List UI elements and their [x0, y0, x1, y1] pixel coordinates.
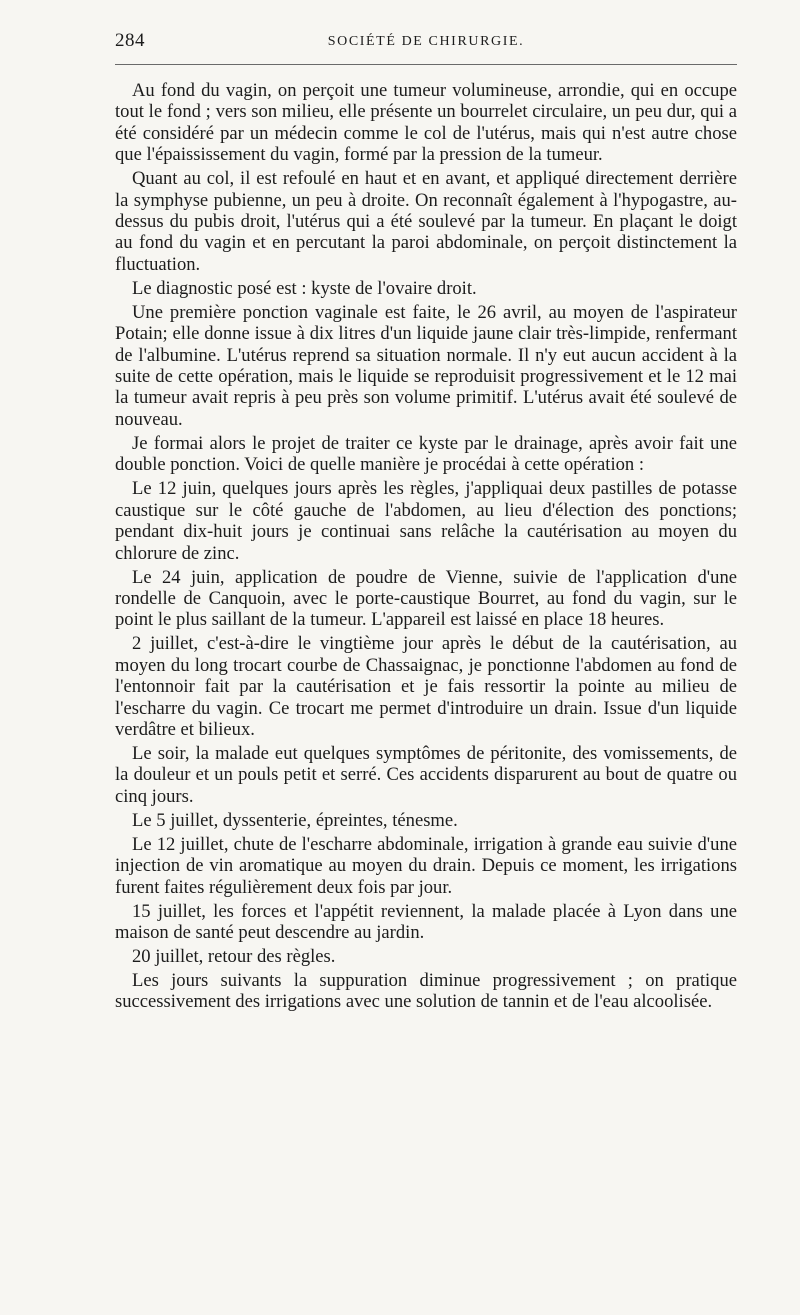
paragraph: 15 juillet, les forces et l'appétit reviennent, la malade placée à Lyon dans une maison de santé peut descendre au jardin.	[115, 900, 737, 943]
paragraph: 20 juillet, retour des règles.	[132, 945, 336, 967]
running-title: SOCIÉTÉ DE CHIRURGIE.	[327, 34, 525, 49]
paragraph: Le 12 juillet, chute de l'escharre abdominale, irrigation à grande eau suivie d'une injection de vin aromatique au moyen du drain. Depuis ce moment, les irrigations furent faites régulièrement deux fois par jour.	[115, 833, 737, 898]
paragraph: Une première ponction vaginale est faite, le 26 avril, au moyen de l'aspirateur Potain; elle donne issue à dix litres d'un liquide jaune clair très-limpide, renfermant de l'albumine. L'utérus reprend sa situation normale. Il n'y eut aucun accident à la suite de cette opération, mais le liquide se reproduisit progressivement et le 12 mai la tumeur avait repris à peu près son volume primitif. L'utérus avait été soulevé de nouveau.	[115, 301, 737, 430]
paragraph: Les jours suivants la suppuration diminue progressivement ; on pratique successivement des irrigations avec une solution de tannin et de l'eau alcoolisée.	[115, 969, 737, 1013]
paragraph: Le 24 juin, application de poudre de Vienne, suivie de l'application d'une rondelle de Canquoin, avec le porte-caustique Bourret, au fond du vagin, sur le point le plus saillant de la tumeur. L'appareil est laissé en place 18 heures.	[115, 566, 737, 631]
paragraph: Le 5 juillet, dyssenterie, épreintes, ténesme.	[132, 809, 458, 831]
page-header	[115, 30, 737, 56]
paragraph: Le soir, la malade eut quelques symptômes de péritonite, des vomissements, de la douleur et un pouls petit et serré. Ces accidents disparurent au bout de quatre ou cinq jours.	[115, 742, 737, 807]
paragraph: Le diagnostic posé est : kyste de l'ovaire droit.	[132, 277, 477, 299]
paragraph: Au fond du vagin, on perçoit une tumeur volumineuse, arrondie, qui en occupe tout le fond ; vers son milieu, elle présente un bourrelet circulaire, un peu dur, qui a été considéré par un médecin comme le col de l'utérus, mais qui n'est autre chose que l'épaississement du vagin, formé par la pression de la tumeur.	[115, 80, 737, 166]
paragraph: 2 juillet, c'est-à-dire le vingtième jour après le début de la cautérisation, au moyen du long trocart courbe de Chassaignac, je ponctionne l'abdomen au fond de l'entonnoir fait par la cautérisation et je fais ressortir la pointe au milieu de l'escharre du vagin. Ce trocart me permet d'introduire un drain. Issue d'un liquide verdâtre et bilieux.	[115, 633, 737, 740]
paragraph: Je formai alors le projet de traiter ce kyste par le drainage, après avoir fait une double ponction. Voici de quelle manière je procédai à cette opération :	[115, 432, 737, 476]
header-rule	[115, 64, 737, 65]
body-text	[115, 80, 737, 1015]
page-number: 284	[115, 30, 145, 51]
paragraph: Quant au col, il est refoulé en haut et en avant, et appliqué directement derrière la symphyse pubienne, un peu à droite. On reconnaît également à l'hypogastre, au-dessus du pubis droit, l'utérus qui a été soulevé par la tumeur. En plaçant le doigt au fond du vagin et en percutant la paroi abdominale, on perçoit distinctement la fluctuation.	[115, 168, 737, 275]
paragraph: Le 12 juin, quelques jours après les règles, j'appliquai deux pastilles de potasse caustique sur le côté gauche de l'abdomen, au lieu d'élection des ponctions; pendant dix-huit jours je continuai sans relâche la cautérisation au moyen du chlorure de zinc.	[115, 478, 737, 564]
